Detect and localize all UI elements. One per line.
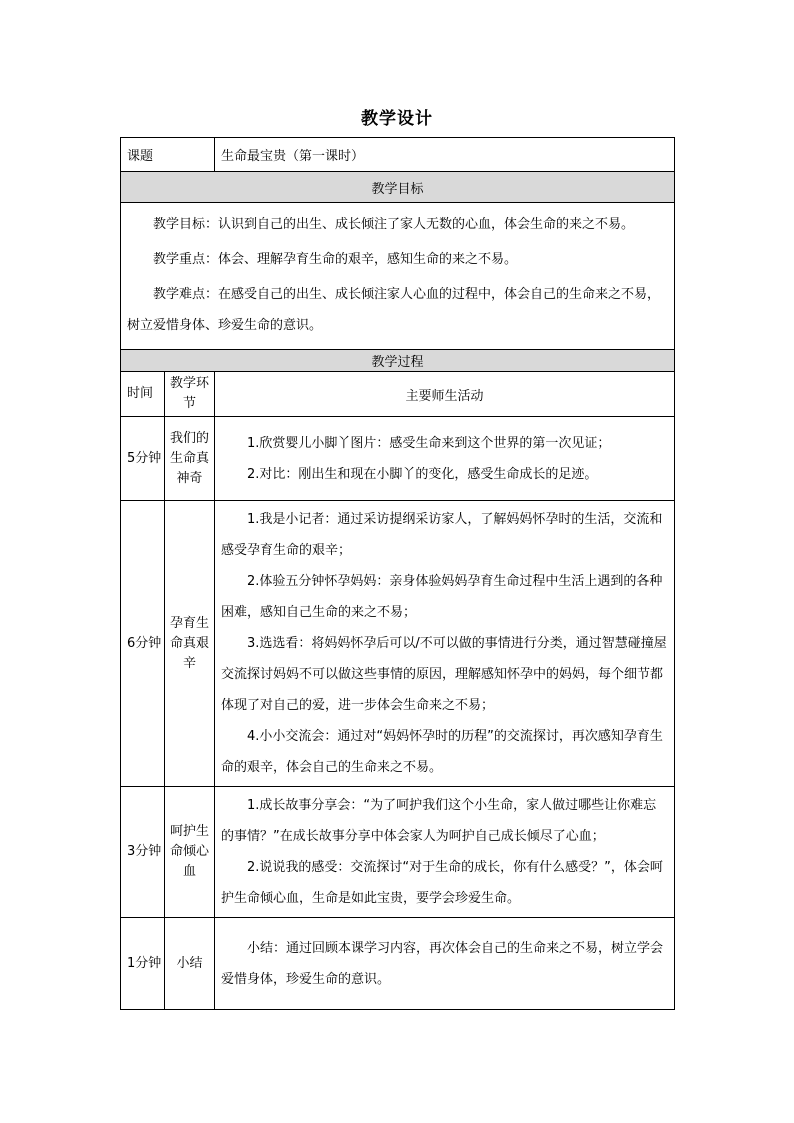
table-row [121,787,675,918]
row-activities [215,918,675,1010]
activity-item: 2.说说我的感受：交流探讨“对于生命的成长，你有什么感受？”，体会呵护生命倾心血，生命是如此宝贵，要学会珍爱生命。 [221,860,663,906]
table-row [121,918,675,1010]
lesson-title: 生命最宝贵（第一课时） [215,138,675,172]
activity-item: 2.体验五分钟怀孕妈妈：亲身体验妈妈孕育生命过程中生活上遇到的各种困难，感知自己生命的来之不易； [221,574,663,620]
lesson-label: 课题 [121,138,215,172]
row-time: 5分钟 [121,417,165,501]
process-header: 教学过程 [121,350,675,372]
activity-item: 1.成长故事分享会：“为了呵护我们这个小生命，家人做过哪些让你难忘的事情？”在成长故事分享中体会家人为呵护自己成长倾尽了心血； [221,798,657,844]
goals-cell [121,203,675,350]
row-step: 呵护生命倾心血 [165,787,215,918]
lesson-row [121,138,675,172]
process-column-header-row [121,372,675,417]
goal-key-point: 教学重点：体会、理解孕育生命的艰辛，感知生命的来之不易。 [153,252,518,267]
column-header-time: 时间 [121,372,165,417]
activity-item: 3.选选看：将妈妈怀孕后可以/不可以做的事情进行分类，通过智慧碰撞屋交流探讨妈妈不可以做这些事情的原因，理解感知怀孕中的妈妈，每个细节都体现了对自己的爱，进一步体会生命来之不易； [221,636,667,713]
goal-difficulty: 教学难点：在感受自己的出生、成长倾注家人心血的过程中，体会自己的生命来之不易，树立爱惜身体、珍爱生命的意识。 [127,287,661,333]
row-step: 孕育生命真艰辛 [165,501,215,787]
goals-row [121,203,675,350]
activity-item: 1.欣赏婴儿小脚丫图片：感受生命来到这个世界的第一次见证； [247,435,611,451]
goal-objective: 教学目标：认识到自己的出生、成长倾注了家人无数的心血，体会生命的来之不易。 [153,217,635,232]
activity-item: 2.对比：刚出生和现在小脚丫的变化，感受生命成长的足迹。 [247,466,598,482]
row-activities [215,787,675,918]
lesson-plan-table [120,137,675,1010]
column-header-activity: 主要师生活动 [215,372,675,417]
document-title: 教学设计 [361,109,433,129]
table-row [121,417,675,501]
row-activities [215,417,675,501]
goals-header-row [121,172,675,203]
activity-item: 1.我是小记者：通过采访提纲采访家人，了解妈妈怀孕时的生活，交流和感受孕育生命的艰辛； [221,512,663,558]
row-step: 小结 [165,918,215,1010]
goals-header: 教学目标 [121,172,675,203]
row-time: 1分钟 [121,918,165,1010]
column-header-step: 教学环节 [165,372,215,417]
activity-item: 小结：通过回顾本课学习内容，再次体会自己的生命来之不易，树立学会爱惜身体，珍爱生命的意识。 [221,940,664,987]
row-time: 6分钟 [121,501,165,787]
activity-item: 4.小小交流会：通过对“妈妈怀孕时的历程”的交流探讨，再次感知孕育生命的艰辛，体会自己的生命来之不易。 [221,729,663,775]
table-row [121,501,675,787]
row-step: 我们的生命真神奇 [165,417,215,501]
row-activities [215,501,675,787]
process-header-row [121,350,675,372]
row-time: 3分钟 [121,787,165,918]
